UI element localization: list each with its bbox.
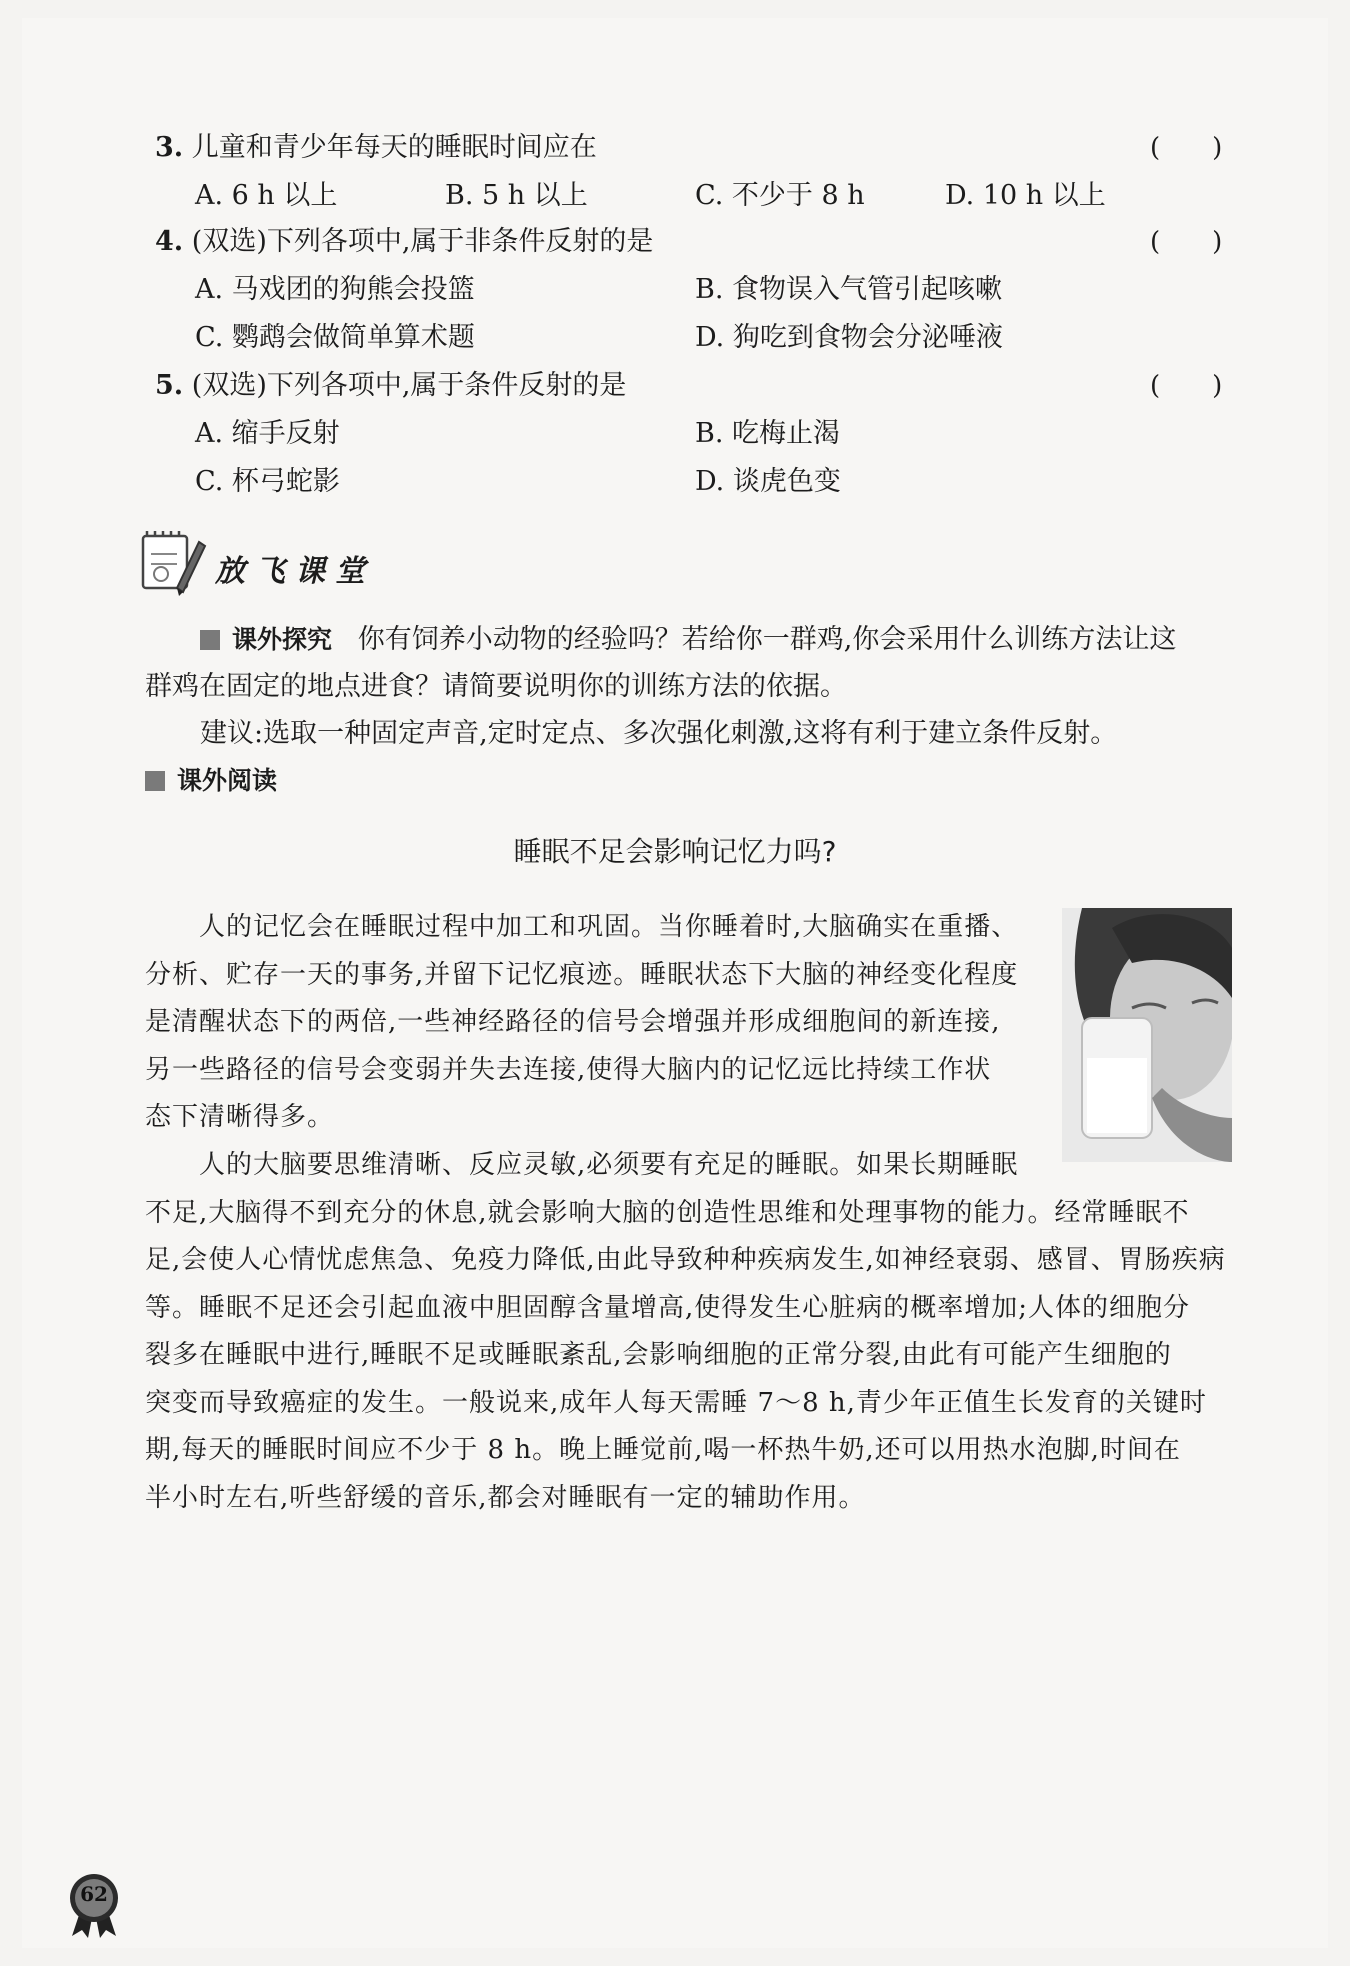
question-number: 5. bbox=[155, 370, 184, 401]
section-title: 放飞课堂 bbox=[215, 554, 375, 589]
page-number: 62 bbox=[80, 1882, 108, 1906]
question-number: 3. bbox=[155, 132, 184, 163]
question-4 bbox=[155, 222, 653, 262]
option-b: B. 食物误入气管引起咳嗽 bbox=[695, 274, 1003, 305]
article-title: 睡眠不足会影响记忆力吗? bbox=[513, 835, 837, 868]
reading-paragraph-2 bbox=[145, 1142, 1232, 1522]
question-stem: (双选)下列各项中,属于条件反射的是 bbox=[191, 370, 627, 401]
reading-heading bbox=[145, 757, 277, 804]
option-a: A. 缩手反射 bbox=[195, 418, 340, 449]
option-c: C. 鹦鹉会做简单算术题 bbox=[195, 322, 475, 353]
answer-paren: ( ) bbox=[1150, 227, 1223, 257]
option-c: C. 不少于 8 h bbox=[695, 180, 865, 211]
question-stem: 儿童和青少年每天的睡眠时间应在 bbox=[191, 132, 597, 163]
explore-line1 bbox=[200, 616, 1232, 663]
reading-line: 态下清晰得多。 bbox=[145, 1102, 335, 1132]
reading-line: 分析、贮存一天的事务,并留下记忆痕迹。睡眠状态下大脑的神经变化程度 bbox=[145, 959, 1019, 990]
reading-line: 突变而导致癌症的发生。一般说来,成年人每天需睡 7～8 h,青少年正值生长发育的关键时 bbox=[145, 1387, 1207, 1418]
explore-label: 课外探究 bbox=[232, 625, 333, 654]
section-banner bbox=[137, 528, 387, 598]
option-d: D. 狗吃到食物会分泌唾液 bbox=[695, 322, 1003, 353]
reading-line: 是清醒状态下的两倍,一些神经路径的信号会增强并形成细胞间的新连接, bbox=[145, 1007, 1001, 1037]
option-a: A. 6 h 以上 bbox=[195, 180, 338, 211]
option-c: C. 杯弓蛇影 bbox=[195, 466, 340, 497]
answer-paren: ( ) bbox=[1150, 371, 1223, 401]
reading-line: 半小时左右,听些舒缓的音乐,都会对睡眠有一定的辅助作用。 bbox=[145, 1482, 866, 1513]
reading-line: 足,会使人心情忧虑焦急、免疫力降低,由此导致种种疾病发生,如神经衰弱、感冒、胃肠疾病 bbox=[145, 1245, 1226, 1275]
option-a: A. 马戏团的狗熊会投篮 bbox=[195, 274, 475, 305]
reading-line: 期,每天的睡眠时间应不少于 8 h。晚上睡觉前,喝一杯热牛奶,还可以用热水泡脚,时间在 bbox=[145, 1435, 1181, 1465]
question-stem: (双选)下列各项中,属于非条件反射的是 bbox=[191, 226, 654, 257]
reading-line: 不足,大脑得不到充分的休息,就会影响大脑的创造性思维和处理事物的能力。经常睡眠不 bbox=[145, 1197, 1190, 1228]
reading-line: 人的记忆会在睡眠过程中加工和巩固。当你睡着时,大脑确实在重播、 bbox=[199, 912, 1019, 942]
explore-line2: 群鸡在固定的地点进食？请简要说明你的训练方法的依据。 bbox=[145, 671, 847, 702]
reading-line: 人的大脑要思维清晰、反应灵敏,必须要有充足的睡眠。如果长期睡眠 bbox=[199, 1150, 1019, 1180]
option-b: B. 5 h 以上 bbox=[445, 180, 588, 211]
question-5 bbox=[155, 366, 626, 406]
notepad-pen-icon bbox=[137, 528, 209, 596]
woman-drinking-milk-photo bbox=[1062, 908, 1232, 1162]
answer-paren: ( ) bbox=[1150, 133, 1223, 163]
question-number: 4. bbox=[155, 226, 184, 257]
option-b: B. 吃梅止渴 bbox=[695, 418, 841, 449]
explore-suggestion: 建议:选取一种固定声音,定时定点、多次强化刺激,这将有利于建立条件反射。 bbox=[200, 718, 1118, 749]
option-d: D. 谈虎色变 bbox=[695, 466, 841, 497]
reading-line: 裂多在睡眠中进行,睡眠不足或睡眠紊乱,会影响细胞的正常分裂,由此有可能产生细胞的 bbox=[145, 1340, 1172, 1370]
question-3 bbox=[155, 128, 597, 168]
reading-line: 另一些路径的信号会变弱并失去连接,使得大脑内的记忆远比持续工作状 bbox=[145, 1054, 992, 1085]
square-marker-icon bbox=[145, 771, 165, 791]
reading-label: 课外阅读 bbox=[177, 766, 278, 795]
explore-text: 你有饲养小动物的经验吗？若给你一群鸡,你会采用什么训练方法让这 bbox=[357, 624, 1177, 655]
reading-paragraph-1 bbox=[145, 904, 1040, 1142]
page-number-badge bbox=[66, 1872, 122, 1938]
square-marker-icon bbox=[200, 630, 220, 650]
option-d: D. 10 h 以上 bbox=[945, 180, 1106, 211]
reading-line: 等。睡眠不足还会引起血液中胆固醇含量增高,使得发生心脏病的概率增加;人体的细胞分 bbox=[145, 1292, 1191, 1323]
